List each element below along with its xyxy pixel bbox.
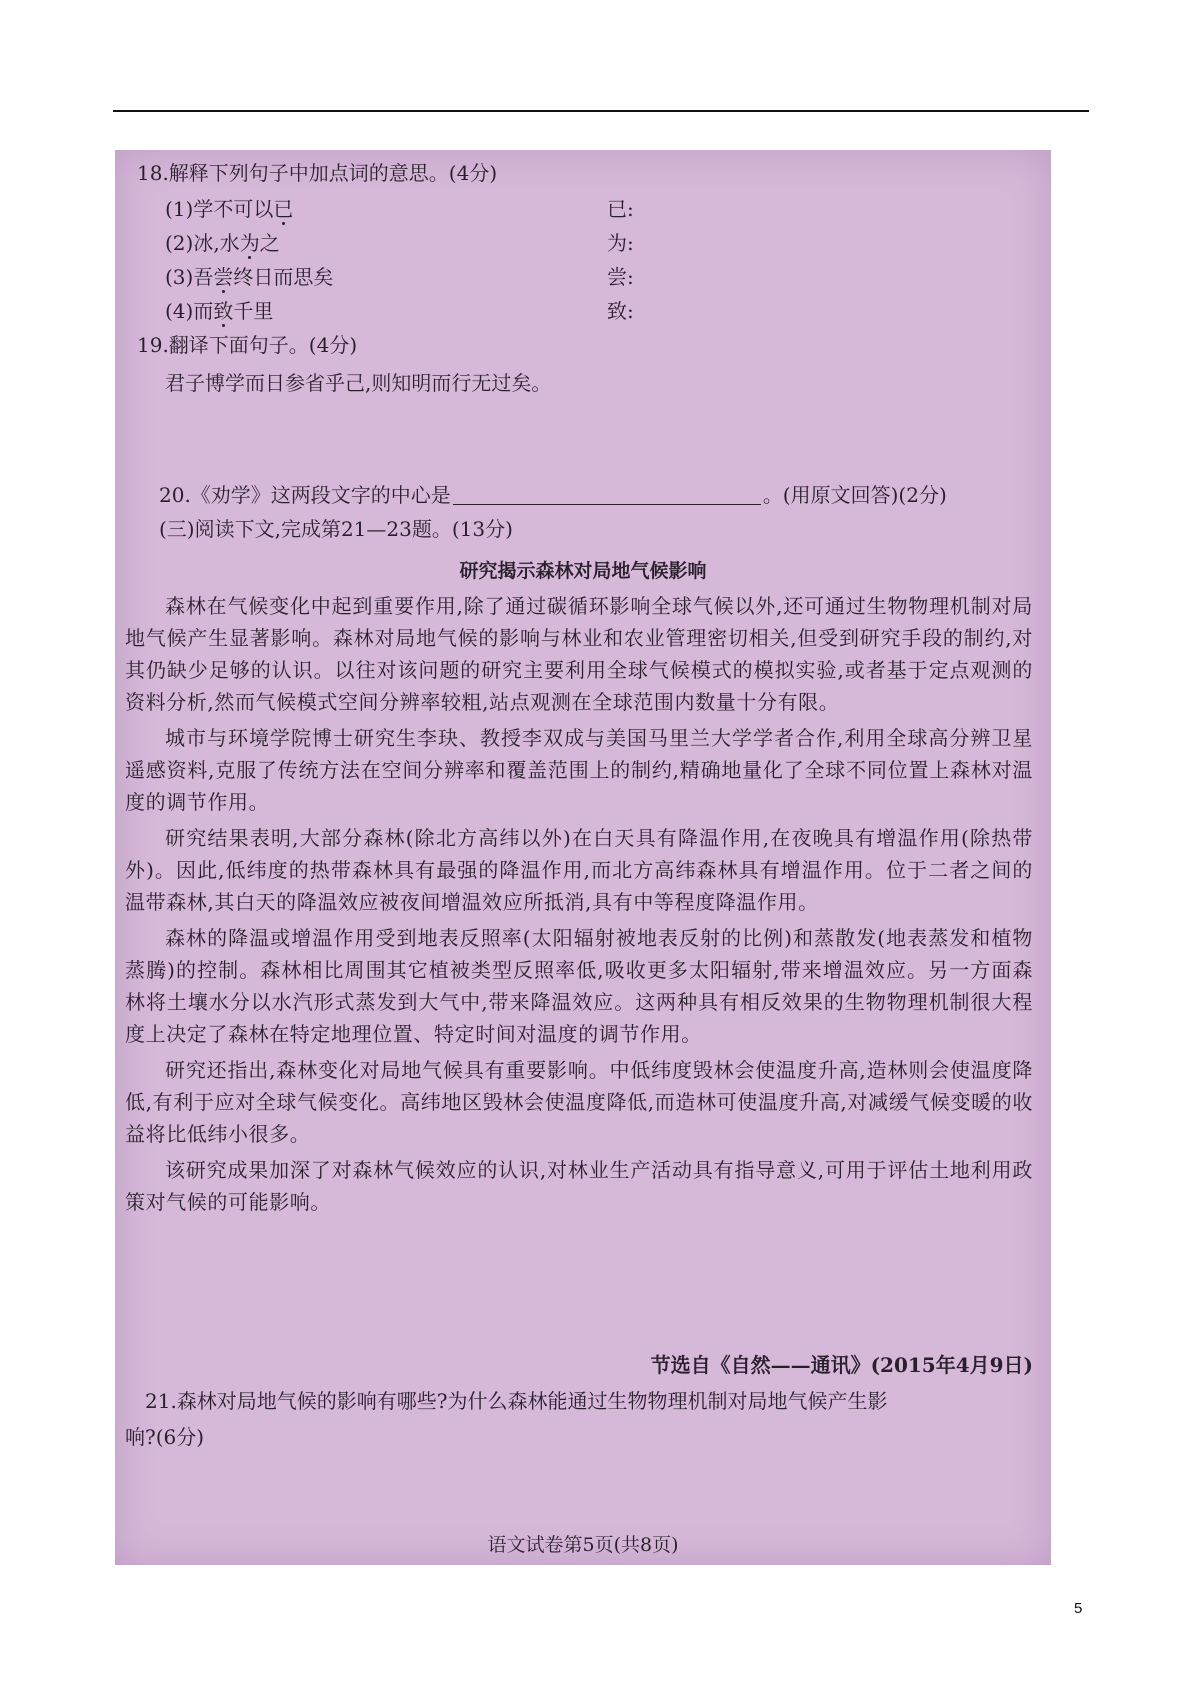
q18-item-2: [165, 228, 1051, 258]
q18-item-4-post: 千里: [233, 299, 274, 323]
question-20-suffix: 。(用原文回答)(2分): [762, 483, 947, 507]
page-number: 5: [1074, 1600, 1083, 1617]
q18-item-4-dot-word: 致: [213, 299, 234, 323]
article-paragraph-1: 森林在气候变化中起到重要作用,除了通过碳循环影响全球气候以外,还可通过生物物理机制对局地气候产生显著影响。森林对局地气候的影响与林业和农业管理密切相关,但受到研究手段的制约,对其仍缺少足够的认识。以往对该问题的研究主要利用全球气候模式的模拟实验,或者基于定点观测的资料分析,然而气候模式空间分辨率较粗,站点观测在全球范围内数量十分有限。: [125, 594, 1033, 714]
q18-item-1-dot-word: 已: [273, 197, 294, 221]
article-paragraph-5: 研究还指出,森林变化对局地气候具有重要影响。中低纬度毁林会使温度升高,造林则会使温度降低,有利于应对全球气候变化。高纬地区毁林会使温度降低,而造林可使温度升高,对减缓气候变暖的收益将比低纬小很多。: [125, 1058, 1033, 1146]
article-paragraph-4: 森林的降温或增温作用受到地表反照率(太阳辐射被地表反射的比例)和蒸散发(地表蒸发和植物蒸腾)的控制。森林相比周围其它植被类型反照率低,吸收更多太阳辐射,带来增温效应。另一方面森林将土壤水分以水汽形式蒸发到大气中,带来降温效应。这两种具有相反效果的生物物理机制很大程度上决定了森林在特定地理位置、特定时间对温度的调节作用。: [125, 926, 1033, 1046]
q18-item-3-dot-word: 尝: [213, 265, 234, 289]
q18-item-1-pre: (1)学不可以: [165, 197, 274, 221]
q18-item-2-pre: (2)冰,水: [165, 231, 240, 255]
q18-item-3-answer-label: 尝:: [607, 265, 634, 289]
q18-item-2-post: 之: [259, 231, 280, 255]
scanned-page: [115, 150, 1051, 1565]
question-20-prompt: 20.《劝学》这两段文字的中心是: [159, 483, 451, 507]
header-rule: [113, 110, 1089, 112]
q18-item-4-pre: (4)而: [165, 299, 214, 323]
article-body: [125, 590, 1033, 1222]
article-paragraph-2: 城市与环境学院博士研究生李玦、教授李双成与美国马里兰大学学者合作,利用全球高分辨卫星遥感资料,克服了传统方法在空间分辨率和覆盖范围上的制约,精确地量化了全球不同位置上森林对温度的调节作用。: [125, 726, 1033, 814]
page-footer: 语文试卷第5页(共8页): [487, 1534, 679, 1556]
q18-item-4-answer-label: 致:: [607, 299, 634, 323]
q18-item-3-pre: (3)吾: [165, 265, 214, 289]
question-21-line-2: 响?(6分): [125, 1425, 205, 1449]
article-title: 研究揭示森林对局地气候影响: [459, 560, 707, 582]
question-20: [159, 480, 1051, 510]
question-19-title: 19.翻译下面句子。(4分): [137, 333, 358, 357]
section-3-heading: (三)阅读下文,完成第21—23题。(13分): [159, 517, 513, 541]
question-18-title: 18.解释下列句子中加点词的意思。(4分): [137, 161, 498, 185]
q18-item-4: [165, 296, 1051, 326]
q18-item-3-post: 终日而思矣: [233, 265, 334, 289]
question-21-line-1: 21.森林对局地气候的影响有哪些?为什么森林能通过生物物理机制对局地气候产生影: [145, 1389, 888, 1413]
q18-item-1: [165, 194, 1051, 224]
q18-item-2-dot-word: 为: [239, 231, 260, 255]
question-20-answer-blank[interactable]: [453, 503, 761, 505]
q18-item-1-answer-label: 已:: [607, 197, 634, 221]
q18-item-3: [165, 262, 1051, 292]
article-source: 节选自《自然——通讯》(2015年4月9日): [650, 1353, 1033, 1377]
q18-item-2-answer-label: 为:: [607, 231, 634, 255]
article-paragraph-3: 研究结果表明,大部分森林(除北方高纬以外)在白天具有降温作用,在夜晚具有增温作用(除热带外)。因此,低纬度的热带森林具有最强的降温作用,而北方高纬森林具有增温作用。位于二者之间的温带森林,其白天的降温效应被夜间增温效应所抵消,具有中等程度降温作用。: [125, 826, 1033, 914]
article-paragraph-6: 该研究成果加深了对森林气候效应的认识,对林业生产活动具有指导意义,可用于评估土地利用政策对气候的可能影响。: [125, 1158, 1033, 1214]
question-19-sentence: 君子博学而日参省乎己,则知明而行无过矣。: [165, 371, 552, 395]
